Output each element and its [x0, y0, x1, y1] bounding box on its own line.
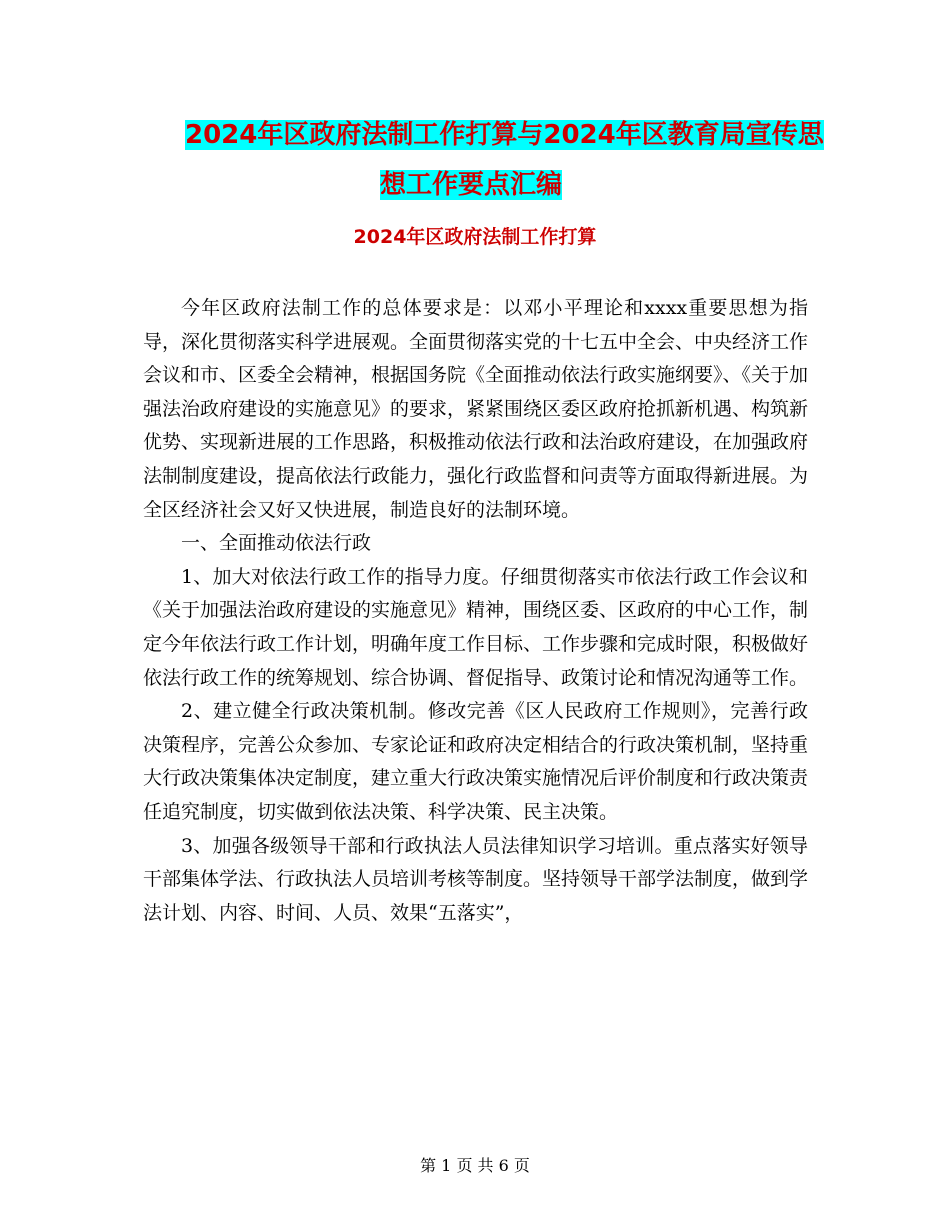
- section-title: 2024年区政府法制工作打算: [353, 226, 597, 248]
- main-title-line-1: 2024年区政府法制工作打算与2024年区教育局宣传思: [185, 120, 824, 150]
- paragraph-item-1: 1、加大对依法行政工作的指导力度。仔细贯彻落实市依法行政工作会议和《关于加强法治政府建设的实施意见》精神，围绕区委、区政府的中心工作，制定今年依法行政工作计划，明确年度工作目标、工作步骤和完成时限，积极做好依法行政工作的统筹规划、综合协调、督促指导、政策讨论和情况沟通等工作。: [143, 565, 809, 689]
- paragraph-heading-1: 一、全面推动依法行政: [181, 532, 372, 555]
- paragraph-intro: 今年区政府法制工作的总体要求是：以邓小平理论和xxxx重要思想为指导，深化贯彻落实科学进展观。全面贯彻落实党的十七五中全会、中央经济工作会议和市、区委全会精神，根据国务院《全面推动依法行政实施纲要》、《关于加强法治政府建设的实施意见》的要求，紧紧围绕区委区政府抢抓新机遇、构筑新优势、实现新进展的工作思路，积极推动依法行政和法治政府建设，在加强政府法制制度建设，提高依法行政能力，强化行政监督和问责等方面取得新进展。为全区经济社会又好又快进展，制造良好的法制环境。: [143, 297, 809, 521]
- main-title: [140, 110, 855, 210]
- paragraph-item-3: 3、加强各级领导干部和行政执法人员法律知识学习培训。重点落实好领导干部集体学法、行政执法人员培训考核等制度。坚持领导干部学法制度，做到学法计划、内容、时间、人员、效果“五落实”，: [143, 834, 809, 924]
- main-title-line-2: 想工作要点汇编: [380, 170, 563, 200]
- body-text: [143, 292, 808, 930]
- paragraph-item-2: 2、建立健全行政决策机制。修改完善《区人民政府工作规则》，完善行政决策程序，完善公众参加、专家论证和政府决定相结合的行政决策机制，坚持重大行政决策集体决定制度，建立重大行政决策实施情况后评价制度和行政决策责任追究制度，切实做到依法决策、科学决策、民主决策。: [143, 700, 809, 823]
- page-footer: 第 1 页 共 6 页: [420, 1156, 530, 1175]
